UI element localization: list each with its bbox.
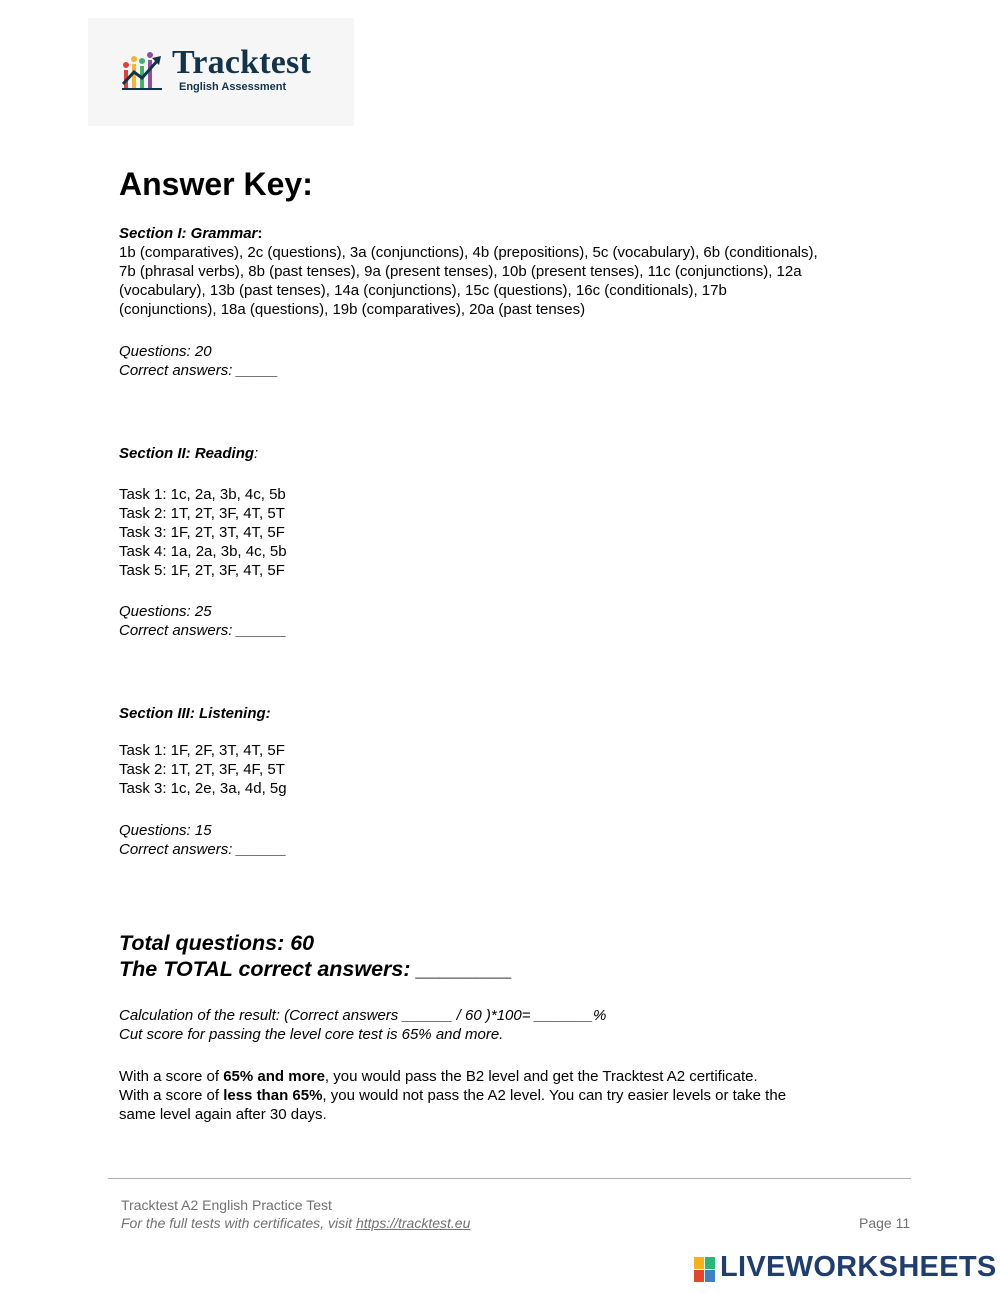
fail-line-continued: same level again after 30 days. [119, 1106, 327, 1123]
fail-prefix: With a score of [119, 1087, 224, 1104]
grammar-heading-text: Section I: Grammar [119, 225, 258, 242]
cut-score: Cut score for passing the level core test is 65% and more. [119, 1026, 504, 1043]
reading-heading-text: Section II: Reading [119, 445, 255, 462]
footer-divider [108, 1178, 911, 1179]
grammar-correct-answers: Correct answers: _____ [119, 362, 279, 379]
grammar-questions: Questions: 20 [119, 343, 212, 360]
reading-task: Task 2: 1T, 2T, 3F, 4T, 5T [119, 505, 285, 522]
listening-correct-answers: Correct answers: ______ [119, 841, 287, 858]
calculation [119, 1006, 606, 1044]
reading-task: Task 1: 1c, 2a, 3b, 4c, 5b [119, 486, 286, 503]
grammar-answers-line: (conjunctions), 18a (questions), 19b (comparatives), 20a (past tenses) [119, 301, 586, 318]
pass-suffix: , you would pass the B2 level and get the Tracktest A2 certificate. [324, 1068, 758, 1085]
footer [121, 1196, 470, 1232]
grammar-answers-line: 7b (phrasal verbs), 8b (past tenses), 9a (present tenses), 10b (present tenses), 11c (conjunctions), 12a [119, 263, 802, 280]
reading-score [119, 602, 287, 640]
tracktest-logo [88, 18, 354, 126]
footer-title: Tracktest A2 English Practice Test [121, 1197, 332, 1213]
result-explanation [119, 1067, 879, 1124]
logo-wordmark: Tracktest [172, 44, 312, 81]
reading-task: Task 3: 1F, 2T, 3T, 4T, 5F [119, 524, 285, 541]
page-title: Answer Key: [119, 166, 313, 202]
reading-heading-colon: : [254, 445, 259, 462]
grammar-heading-colon: : [257, 225, 263, 242]
total-correct-answers: The TOTAL correct answers: ________ [119, 957, 513, 981]
reading-questions: Questions: 25 [119, 603, 212, 620]
pass-prefix: With a score of [119, 1068, 224, 1085]
listening-task: Task 3: 1c, 2e, 3a, 4d, 5g [119, 780, 287, 797]
tracktest-chart-icon [122, 46, 164, 92]
grammar-heading [119, 224, 889, 243]
tracktest-link[interactable]: https://tracktest.eu [355, 1215, 471, 1231]
reading-correct-answers: Correct answers: ______ [119, 622, 287, 639]
pass-threshold: 65% and more [223, 1068, 325, 1085]
fail-threshold: less than 65% [223, 1087, 323, 1104]
totals [119, 930, 512, 982]
page-number: Page 11 [859, 1215, 911, 1231]
fail-line [119, 1086, 879, 1105]
liveworksheets-logo-icon [694, 1257, 716, 1283]
grammar-score [119, 342, 278, 380]
listening-task: Task 1: 1F, 2F, 3T, 4T, 5F [119, 742, 285, 759]
total-questions: Total questions: 60 [119, 931, 315, 955]
reading-tasks [119, 485, 287, 580]
reading-task: Task 4: 1a, 2a, 3b, 4c, 5b [119, 543, 287, 560]
grammar-answers-line: 1b (comparatives), 2c (questions), 3a (conjunctions), 4b (prepositions), 5c (vocabulary), 6b (conditionals), [119, 244, 818, 261]
listening-task: Task 2: 1T, 2T, 3F, 4F, 5T [119, 761, 285, 778]
listening-tasks [119, 741, 287, 798]
fail-suffix: , you would not pass the A2 level. You can try easier levels or take the [322, 1087, 787, 1104]
logo-tagline: English Assessment [179, 81, 287, 93]
listening-questions: Questions: 15 [119, 822, 212, 839]
pass-line [119, 1067, 879, 1086]
liveworksheets-wordmark: LIVEWORKSHEETS [720, 1251, 997, 1283]
reading-heading [119, 444, 258, 463]
calculation-formula: Calculation of the result: (Correct answers ______ / 60 )*100= _______% [119, 1007, 607, 1024]
grammar-section [119, 224, 889, 319]
footer-visit-text: For the full tests with certificates, visit [121, 1215, 356, 1231]
reading-task: Task 5: 1F, 2T, 3F, 4T, 5F [119, 562, 285, 579]
listening-heading: Section III: Listening: [119, 705, 271, 722]
grammar-answers-line: (vocabulary), 13b (past tenses), 14a (conjunctions), 15c (questions), 16c (conditionals), 17b [119, 282, 727, 299]
footer-visit-line [121, 1214, 470, 1232]
listening-score [119, 821, 287, 859]
